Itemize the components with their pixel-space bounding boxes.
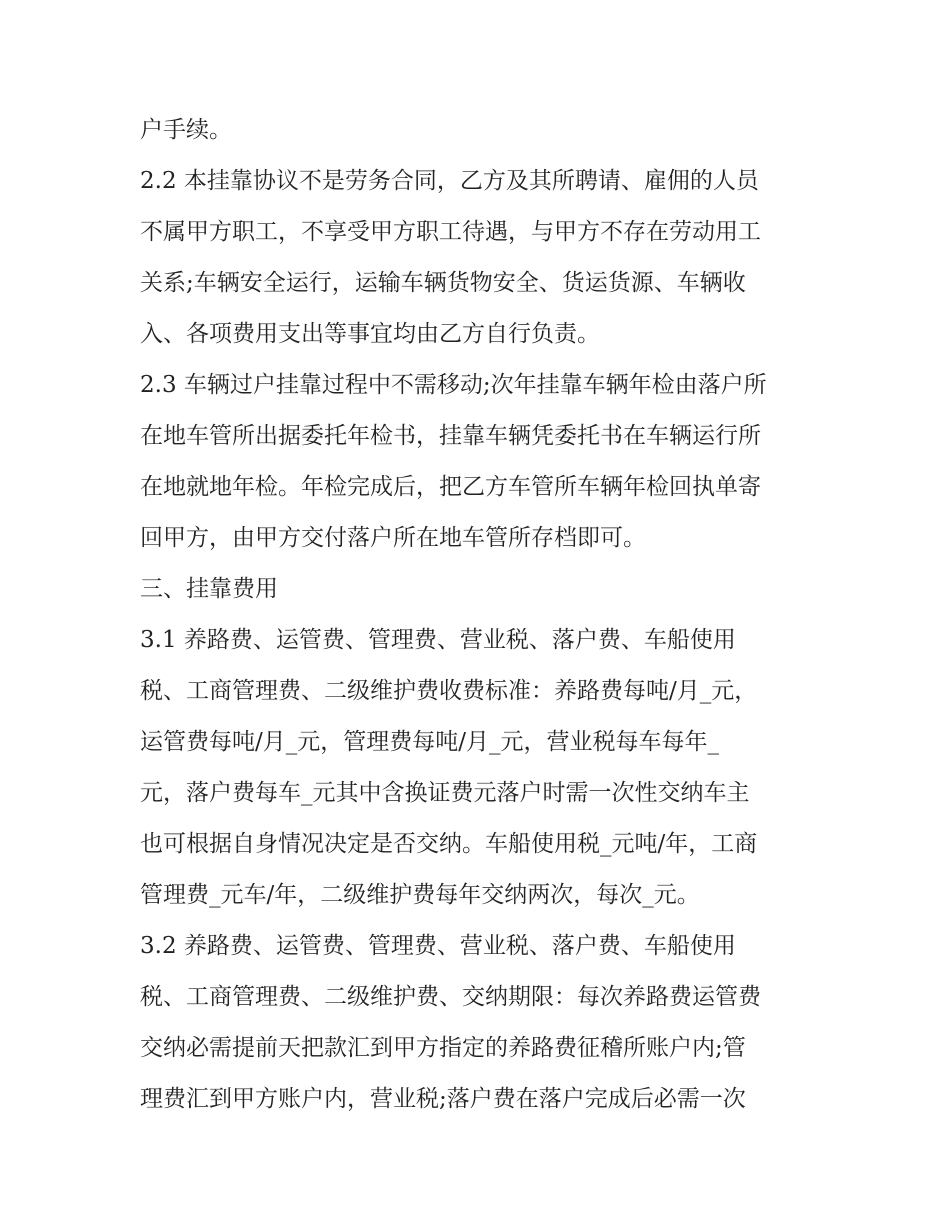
text-line: 回甲方，由甲方交付落户所在地车管所存档即可。 <box>140 525 646 551</box>
text-line: 2.3 车辆过户挂靠过程中不需移动;次年挂靠车辆年检由落户所 <box>140 372 767 398</box>
text-line: 3.1 养路费、运管费、管理费、营业税、落户费、车船使用 <box>140 627 736 653</box>
text-line: 在地就地年检。年检完成后，把乙方车管所车辆年检回执单寄 <box>140 474 761 500</box>
text-line: 也可根据自身情况决定是否交纳。车船使用税_元吨/年，工商 <box>140 831 758 857</box>
text-line: 交纳必需提前天把款汇到甲方指定的养路费征稽所账户内;管 <box>140 1035 746 1061</box>
text-line: 元，落户费每车_元其中含换证费元落户时需一次性交纳车主 <box>140 780 750 806</box>
text-line: 2.2 本挂靠协议不是劳务合同，乙方及其所聘请、雇佣的人员 <box>140 168 759 194</box>
document-body <box>140 105 820 1125</box>
section-heading: 三、挂靠费用 <box>140 576 278 602</box>
text-line: 入、各项费用支出等事宜均由乙方自行负责。 <box>140 321 600 347</box>
text-line: 税、工商管理费、二级维护费收费标准：养路费每吨/月_元， <box>140 678 758 704</box>
text-line: 管理费_元车/年，二级维护费每年交纳两次，每次_元。 <box>140 882 700 908</box>
text-line: 税、工商管理费、二级维护费、交纳期限：每次养路费运管费 <box>140 984 761 1010</box>
text-line: 3.2 养路费、运管费、管理费、营业税、落户费、车船使用 <box>140 933 736 959</box>
text-line: 户手续。 <box>140 117 232 143</box>
text-line: 理费汇到甲方账户内，营业税;落户费在落户完成后必需一次 <box>140 1086 746 1112</box>
text-line: 关系;车辆安全运行，运输车辆货物安全、货运货源、车辆收 <box>140 270 746 296</box>
text-line: 运管费每吨/月_元，管理费每吨/月_元，营业税每车每年_ <box>140 729 719 755</box>
text-line: 在地车管所出据委托年检书，挂靠车辆凭委托书在车辆运行所 <box>140 423 761 449</box>
text-line: 不属甲方职工，不享受甲方职工待遇，与甲方不存在劳动用工 <box>140 219 761 245</box>
